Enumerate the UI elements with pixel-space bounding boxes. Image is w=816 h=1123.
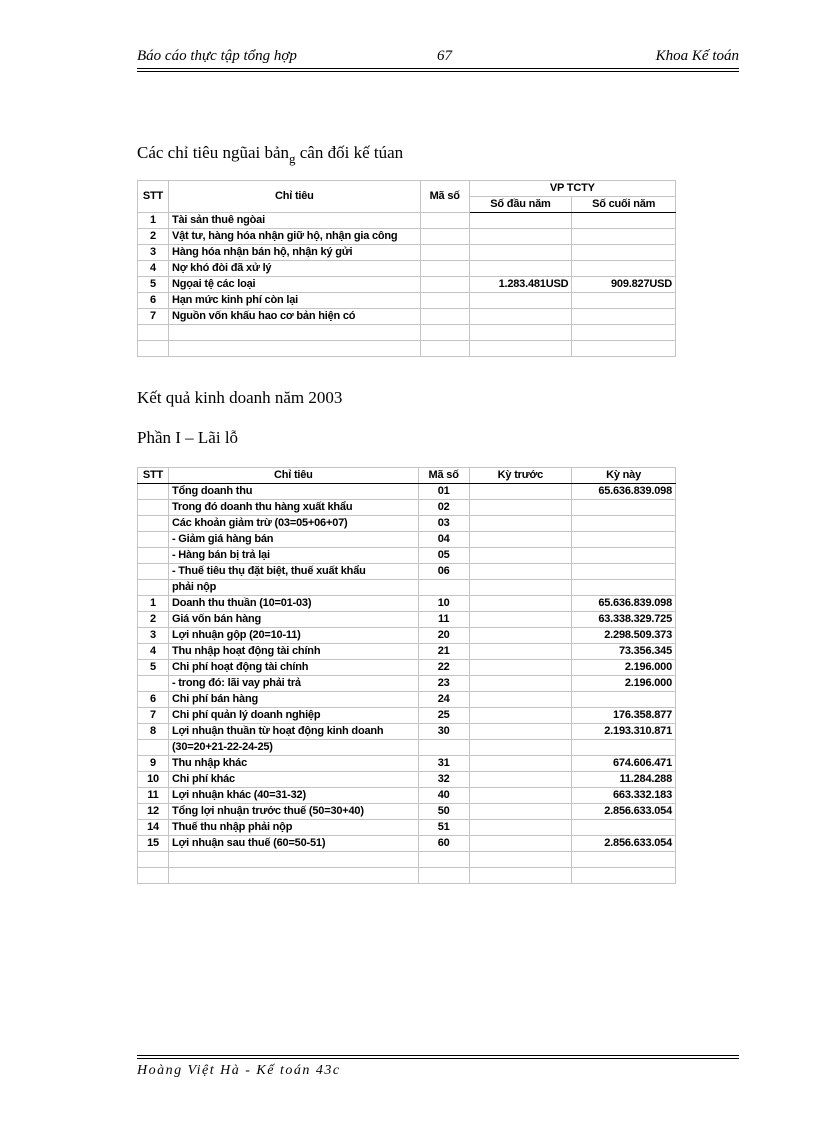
cell-stt: 7 bbox=[138, 309, 169, 325]
cell-stt: 10 bbox=[138, 772, 169, 788]
page-header bbox=[137, 48, 739, 68]
cell-name: Nguồn vốn khấu hao cơ bản hiện có bbox=[168, 309, 420, 325]
cell-stt: 4 bbox=[138, 644, 169, 660]
table-row bbox=[138, 564, 676, 580]
cell-cuoi bbox=[572, 293, 676, 309]
cell-prev bbox=[469, 596, 572, 612]
cell-prev bbox=[469, 612, 572, 628]
cell-name: Các khoản giảm trừ (03=05+06+07) bbox=[168, 516, 418, 532]
cell-stt: 2 bbox=[138, 612, 169, 628]
cell-dau bbox=[469, 213, 572, 229]
cell-cuoi: 909.827USD bbox=[572, 277, 676, 293]
cell-prev bbox=[469, 772, 572, 788]
cell-cur bbox=[572, 532, 676, 548]
cell-prev bbox=[469, 500, 572, 516]
table-row bbox=[138, 261, 676, 277]
cell-code bbox=[418, 580, 469, 596]
cell-cuoi bbox=[572, 309, 676, 325]
cell-cur bbox=[572, 852, 676, 868]
table-row bbox=[138, 804, 676, 820]
cell-code: 25 bbox=[418, 708, 469, 724]
cell-prev bbox=[469, 628, 572, 644]
cell-code bbox=[420, 277, 469, 293]
cell-name: Chi phí khác bbox=[168, 772, 418, 788]
cell-name: phải nộp bbox=[168, 580, 418, 596]
cell-dau bbox=[469, 245, 572, 261]
cell-cur: 176.358.877 bbox=[572, 708, 676, 724]
cell-prev bbox=[469, 788, 572, 804]
cell-code: 23 bbox=[418, 676, 469, 692]
cell-code bbox=[418, 868, 469, 884]
table-row bbox=[138, 820, 676, 836]
cell-stt: 1 bbox=[138, 596, 169, 612]
cell-name: Hàng hóa nhận bán hộ, nhận ký gửi bbox=[168, 245, 420, 261]
table-row bbox=[138, 660, 676, 676]
cell-prev bbox=[469, 484, 572, 500]
cell-prev bbox=[469, 660, 572, 676]
cell-name: Ngọai tệ các loại bbox=[168, 277, 420, 293]
cell-cur bbox=[572, 820, 676, 836]
col-chi-tieu: Chỉ tiêu bbox=[168, 181, 420, 213]
table-row bbox=[138, 836, 676, 852]
part-title: Phần I – Lãi lỗ bbox=[137, 428, 239, 447]
off-balance-table bbox=[137, 180, 676, 357]
table-row bbox=[138, 293, 676, 309]
cell-prev bbox=[469, 724, 572, 740]
cell-dau bbox=[469, 309, 572, 325]
cell-cur bbox=[572, 740, 676, 756]
cell-cuoi bbox=[572, 341, 676, 357]
cell-stt bbox=[138, 564, 169, 580]
table-row bbox=[138, 245, 676, 261]
cell-cur bbox=[572, 516, 676, 532]
cell-prev bbox=[469, 644, 572, 660]
table-row bbox=[138, 612, 676, 628]
cell-stt: 6 bbox=[138, 293, 169, 309]
cell-prev bbox=[469, 756, 572, 772]
cell-stt: 5 bbox=[138, 277, 169, 293]
cell-name: Trong đó doanh thu hàng xuất khẩu bbox=[168, 500, 418, 516]
cell-stt bbox=[138, 868, 169, 884]
cell-stt bbox=[138, 484, 169, 500]
cell-stt bbox=[138, 852, 169, 868]
col-ky-nay: Kỳ này bbox=[572, 468, 676, 484]
cell-code bbox=[420, 229, 469, 245]
cell-stt bbox=[138, 532, 169, 548]
cell-name bbox=[168, 868, 418, 884]
cell-code: 06 bbox=[418, 564, 469, 580]
table-row bbox=[138, 868, 676, 884]
cell-cur bbox=[572, 500, 676, 516]
cell-code: 31 bbox=[418, 756, 469, 772]
table-row bbox=[138, 500, 676, 516]
cell-code: 50 bbox=[418, 804, 469, 820]
cell-name: Thuế thu nhập phải nộp bbox=[168, 820, 418, 836]
cell-cur bbox=[572, 580, 676, 596]
cell-name: Lợi nhuận gộp (20=10-11) bbox=[168, 628, 418, 644]
cell-stt bbox=[138, 516, 169, 532]
cell-cur bbox=[572, 564, 676, 580]
table-row bbox=[138, 596, 676, 612]
table-header-row bbox=[138, 468, 676, 484]
cell-name: Chi phí bán hàng bbox=[168, 692, 418, 708]
col-stt: STT bbox=[138, 468, 169, 484]
cell-name: Tài sản thuê ngòai bbox=[168, 213, 420, 229]
cell-code: 01 bbox=[418, 484, 469, 500]
cell-cur: 73.356.345 bbox=[572, 644, 676, 660]
cell-code: 20 bbox=[418, 628, 469, 644]
cell-name bbox=[168, 325, 420, 341]
cell-name: Tổng lợi nhuận trước thuế (50=30+40) bbox=[168, 804, 418, 820]
cell-code bbox=[420, 245, 469, 261]
cell-cuoi bbox=[572, 325, 676, 341]
cell-prev bbox=[469, 740, 572, 756]
cell-cur: 63.338.329.725 bbox=[572, 612, 676, 628]
cell-code: 10 bbox=[418, 596, 469, 612]
cell-code: 11 bbox=[418, 612, 469, 628]
cell-name bbox=[168, 341, 420, 357]
table-row bbox=[138, 484, 676, 500]
cell-cuoi bbox=[572, 245, 676, 261]
col-ma-so: Mã số bbox=[420, 181, 469, 213]
cell-code: 03 bbox=[418, 516, 469, 532]
cell-name: Lợi nhuận khác (40=31-32) bbox=[168, 788, 418, 804]
cell-stt: 7 bbox=[138, 708, 169, 724]
cell-name: Lợi nhuận sau thuế (60=50-51) bbox=[168, 836, 418, 852]
table-row bbox=[138, 740, 676, 756]
cell-cur: 663.332.183 bbox=[572, 788, 676, 804]
cell-dau bbox=[469, 341, 572, 357]
cell-code bbox=[420, 213, 469, 229]
cell-code bbox=[418, 740, 469, 756]
cell-cur: 2.196.000 bbox=[572, 676, 676, 692]
cell-code bbox=[420, 293, 469, 309]
cell-cur bbox=[572, 868, 676, 884]
cell-stt: 1 bbox=[138, 213, 169, 229]
cell-stt bbox=[138, 341, 169, 357]
cell-prev bbox=[469, 580, 572, 596]
cell-cuoi bbox=[572, 213, 676, 229]
result-title: Kết quả kinh doanh năm 2003 bbox=[137, 388, 343, 407]
table-row bbox=[138, 213, 676, 229]
cell-prev bbox=[469, 516, 572, 532]
cell-cur: 674.606.471 bbox=[572, 756, 676, 772]
cell-cur: 2.856.633.054 bbox=[572, 836, 676, 852]
cell-cur: 2.193.310.871 bbox=[572, 724, 676, 740]
cell-prev bbox=[469, 532, 572, 548]
cell-prev bbox=[469, 564, 572, 580]
cell-name: Tổng doanh thu bbox=[168, 484, 418, 500]
col-ky-truoc: Kỳ trước bbox=[469, 468, 572, 484]
cell-code: 24 bbox=[418, 692, 469, 708]
table-row bbox=[138, 532, 676, 548]
table-row bbox=[138, 676, 676, 692]
cell-name: Lợi nhuận thuần từ hoạt động kinh doanh bbox=[168, 724, 418, 740]
table-row bbox=[138, 788, 676, 804]
cell-name: - Thuế tiêu thụ đặt biệt, thuế xuất khẩu bbox=[168, 564, 418, 580]
cell-prev bbox=[469, 820, 572, 836]
cell-name: Doanh thu thuần (10=01-03) bbox=[168, 596, 418, 612]
cell-cur: 65.636.839.098 bbox=[572, 484, 676, 500]
header-rule bbox=[137, 68, 739, 69]
profit-loss-table bbox=[137, 467, 676, 884]
cell-code: 32 bbox=[418, 772, 469, 788]
table-row bbox=[138, 708, 676, 724]
table-row bbox=[138, 628, 676, 644]
cell-stt: 4 bbox=[138, 261, 169, 277]
table-row bbox=[138, 692, 676, 708]
cell-code: 51 bbox=[418, 820, 469, 836]
cell-code: 04 bbox=[418, 532, 469, 548]
department-name: Khoa Kế toán bbox=[655, 48, 739, 64]
cell-dau: 1.283.481USD bbox=[469, 277, 572, 293]
cell-code bbox=[420, 325, 469, 341]
table-header-row bbox=[138, 181, 676, 197]
cell-stt: 3 bbox=[138, 245, 169, 261]
col-chi-tieu: Chỉ tiêu bbox=[168, 468, 418, 484]
cell-stt bbox=[138, 500, 169, 516]
cell-code bbox=[420, 309, 469, 325]
cell-name: Hạn mức kinh phí còn lại bbox=[168, 293, 420, 309]
col-group-vp-tcty: VP TCTY bbox=[469, 181, 675, 197]
cell-stt: 12 bbox=[138, 804, 169, 820]
cell-cur: 2.196.000 bbox=[572, 660, 676, 676]
cell-dau bbox=[469, 229, 572, 245]
cell-name: Chi phí hoạt động tài chính bbox=[168, 660, 418, 676]
cell-prev bbox=[469, 852, 572, 868]
author-footer: Hoàng Việt Hà - Kế toán 43c bbox=[137, 1063, 341, 1078]
cell-dau bbox=[469, 261, 572, 277]
cell-dau bbox=[469, 325, 572, 341]
table-row bbox=[138, 516, 676, 532]
table-row bbox=[138, 756, 676, 772]
page-number: 67 bbox=[437, 48, 452, 64]
cell-code bbox=[420, 261, 469, 277]
cell-prev bbox=[469, 692, 572, 708]
cell-name: (30=20+21-22-24-25) bbox=[168, 740, 418, 756]
cell-cur: 65.636.839.098 bbox=[572, 596, 676, 612]
cell-prev bbox=[469, 676, 572, 692]
table-row bbox=[138, 852, 676, 868]
cell-prev bbox=[469, 836, 572, 852]
cell-name: - trong đó: lãi vay phải trả bbox=[168, 676, 418, 692]
col-ma-so: Mã số bbox=[418, 468, 469, 484]
table-row bbox=[138, 309, 676, 325]
cell-cur bbox=[572, 692, 676, 708]
table-row bbox=[138, 548, 676, 564]
cell-code: 21 bbox=[418, 644, 469, 660]
table-row bbox=[138, 229, 676, 245]
table-row bbox=[138, 772, 676, 788]
cell-stt: 15 bbox=[138, 836, 169, 852]
cell-code: 30 bbox=[418, 724, 469, 740]
table-row bbox=[138, 277, 676, 293]
cell-cuoi bbox=[572, 229, 676, 245]
cell-cuoi bbox=[572, 261, 676, 277]
cell-name: Nợ khó đòi đã xử lý bbox=[168, 261, 420, 277]
cell-stt bbox=[138, 548, 169, 564]
cell-code: 22 bbox=[418, 660, 469, 676]
footer-rule bbox=[137, 1055, 739, 1056]
cell-prev bbox=[469, 868, 572, 884]
table-row bbox=[138, 724, 676, 740]
cell-dau bbox=[469, 293, 572, 309]
header-rule-double bbox=[137, 71, 739, 72]
cell-stt bbox=[138, 580, 169, 596]
cell-stt: 11 bbox=[138, 788, 169, 804]
cell-stt bbox=[138, 740, 169, 756]
cell-name: Thu nhập khác bbox=[168, 756, 418, 772]
cell-stt bbox=[138, 325, 169, 341]
cell-name bbox=[168, 852, 418, 868]
cell-stt: 9 bbox=[138, 756, 169, 772]
cell-stt: 5 bbox=[138, 660, 169, 676]
table-row bbox=[138, 580, 676, 596]
cell-prev bbox=[469, 548, 572, 564]
cell-name: Vật tư, hàng hóa nhận giữ hộ, nhận gia công bbox=[168, 229, 420, 245]
cell-stt: 3 bbox=[138, 628, 169, 644]
table-row bbox=[138, 325, 676, 341]
report-title: Báo cáo thực tập tổng hợp bbox=[137, 48, 297, 64]
off-balance-title: Các chỉ tiêu ngũai bản$_g$ cân đối kế túan bbox=[137, 143, 404, 166]
cell-name: Thu nhập hoạt động tài chính bbox=[168, 644, 418, 660]
cell-cur: 2.298.509.373 bbox=[572, 628, 676, 644]
col-stt: STT bbox=[138, 181, 169, 213]
cell-stt bbox=[138, 676, 169, 692]
cell-stt: 2 bbox=[138, 229, 169, 245]
cell-code bbox=[418, 852, 469, 868]
footer-rule-double bbox=[137, 1058, 739, 1059]
cell-stt: 6 bbox=[138, 692, 169, 708]
col-dau-nam: Số đầu năm bbox=[469, 197, 572, 213]
cell-cur: 11.284.288 bbox=[572, 772, 676, 788]
cell-prev bbox=[469, 708, 572, 724]
col-cuoi-nam: Số cuối năm bbox=[572, 197, 676, 213]
cell-cur bbox=[572, 548, 676, 564]
cell-name: - Giảm giá hàng bán bbox=[168, 532, 418, 548]
cell-name: Giá vốn bán hàng bbox=[168, 612, 418, 628]
cell-cur: 2.856.633.054 bbox=[572, 804, 676, 820]
cell-code: 60 bbox=[418, 836, 469, 852]
cell-name: Chi phí quản lý doanh nghiệp bbox=[168, 708, 418, 724]
cell-stt: 8 bbox=[138, 724, 169, 740]
cell-code bbox=[420, 341, 469, 357]
cell-prev bbox=[469, 804, 572, 820]
cell-code: 05 bbox=[418, 548, 469, 564]
cell-name: - Hàng bán bị trả lại bbox=[168, 548, 418, 564]
table-row bbox=[138, 341, 676, 357]
cell-code: 02 bbox=[418, 500, 469, 516]
table-row bbox=[138, 644, 676, 660]
cell-code: 40 bbox=[418, 788, 469, 804]
cell-stt: 14 bbox=[138, 820, 169, 836]
